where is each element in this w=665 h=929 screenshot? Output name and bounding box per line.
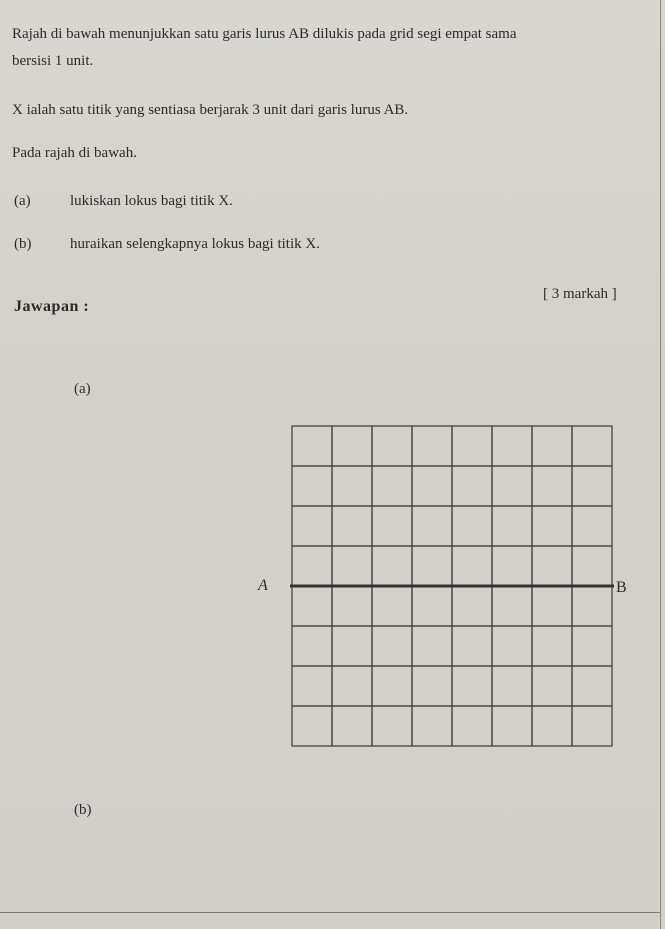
- grid-cell: [412, 666, 452, 706]
- question-part-b-text: huraikan selengkapnya lokus bagi titik X.: [70, 236, 320, 252]
- grid-cell: [452, 706, 492, 746]
- grid-cell: [532, 546, 572, 586]
- grid-cell: [452, 506, 492, 546]
- point-a-label: A: [258, 577, 268, 594]
- grid-cell: [292, 426, 332, 466]
- grid-cell: [572, 426, 612, 466]
- grid-cell: [332, 506, 372, 546]
- grid-cell: [292, 666, 332, 706]
- square-grid-diagram: [290, 424, 614, 750]
- grid-cell: [372, 466, 412, 506]
- grid-cell: [532, 706, 572, 746]
- grid-cell: [292, 626, 332, 666]
- marks-label: [ 3 markah ]: [543, 286, 617, 302]
- grid-cell: [292, 506, 332, 546]
- grid-cell: [492, 546, 532, 586]
- grid-cell: [372, 666, 412, 706]
- grid-cell: [572, 506, 612, 546]
- question-line-1: Rajah di bawah menunjukkan satu garis lurus AB dilukis pada grid segi empat sama: [12, 26, 517, 42]
- grid-cell: [412, 466, 452, 506]
- grid-cell: [572, 546, 612, 586]
- grid-cell: [452, 466, 492, 506]
- grid-cell: [492, 626, 532, 666]
- question-line-3: X ialah satu titik yang sentiasa berjarak 3 unit dari garis lurus AB.: [12, 102, 409, 118]
- answer-heading: Jawapan :: [14, 298, 90, 315]
- question-part-a-text: lukiskan lokus bagi titik X.: [70, 193, 233, 209]
- grid-cell: [332, 546, 372, 586]
- grid-cell: [372, 706, 412, 746]
- grid-cell: [372, 506, 412, 546]
- grid-cell: [532, 506, 572, 546]
- question-line-4: Pada rajah di bawah.: [12, 145, 137, 161]
- grid-cell: [372, 586, 412, 626]
- grid-cell: [572, 586, 612, 626]
- grid-cell: [412, 626, 452, 666]
- grid-cell: [492, 706, 532, 746]
- grid-cell: [532, 666, 572, 706]
- grid-cell: [492, 586, 532, 626]
- grid-cell: [452, 426, 492, 466]
- grid-cell: [572, 466, 612, 506]
- grid-cell: [452, 586, 492, 626]
- grid-cell: [412, 546, 452, 586]
- grid-cell: [292, 466, 332, 506]
- grid-cell: [332, 426, 372, 466]
- grid-cell: [292, 586, 332, 626]
- grid-cell: [492, 426, 532, 466]
- grid-cell: [452, 666, 492, 706]
- grid-cell: [572, 626, 612, 666]
- question-part-b-label: (b): [14, 236, 32, 252]
- grid-cell: [332, 666, 372, 706]
- grid-cell: [372, 546, 412, 586]
- grid-cell: [412, 586, 452, 626]
- question-line-2: bersisi 1 unit.: [12, 53, 94, 69]
- grid-cell: [452, 626, 492, 666]
- grid-cell: [372, 626, 412, 666]
- grid-cell: [332, 466, 372, 506]
- answer-part-a-label: (a): [74, 381, 91, 397]
- grid-cell: [532, 586, 572, 626]
- answer-part-b-label: (b): [74, 802, 92, 818]
- page-border-bottom: [0, 912, 660, 913]
- grid-cell: [412, 426, 452, 466]
- question-part-a-label: (a): [14, 193, 31, 209]
- grid-cell: [492, 466, 532, 506]
- grid-cell: [412, 506, 452, 546]
- grid-cell: [532, 466, 572, 506]
- page-border-right: [660, 0, 661, 929]
- grid-cell: [532, 626, 572, 666]
- grid-cell: [372, 426, 412, 466]
- grid-cell: [292, 706, 332, 746]
- grid-cell: [332, 706, 372, 746]
- grid-cell: [572, 666, 612, 706]
- grid-cell: [452, 546, 492, 586]
- grid-cell: [332, 586, 372, 626]
- grid-cell: [412, 706, 452, 746]
- grid-cell: [292, 546, 332, 586]
- point-b-label: B: [616, 579, 627, 596]
- grid-cell: [532, 426, 572, 466]
- grid-cell: [332, 626, 372, 666]
- grid-cell: [492, 666, 532, 706]
- grid-cell: [492, 506, 532, 546]
- grid-cell: [572, 706, 612, 746]
